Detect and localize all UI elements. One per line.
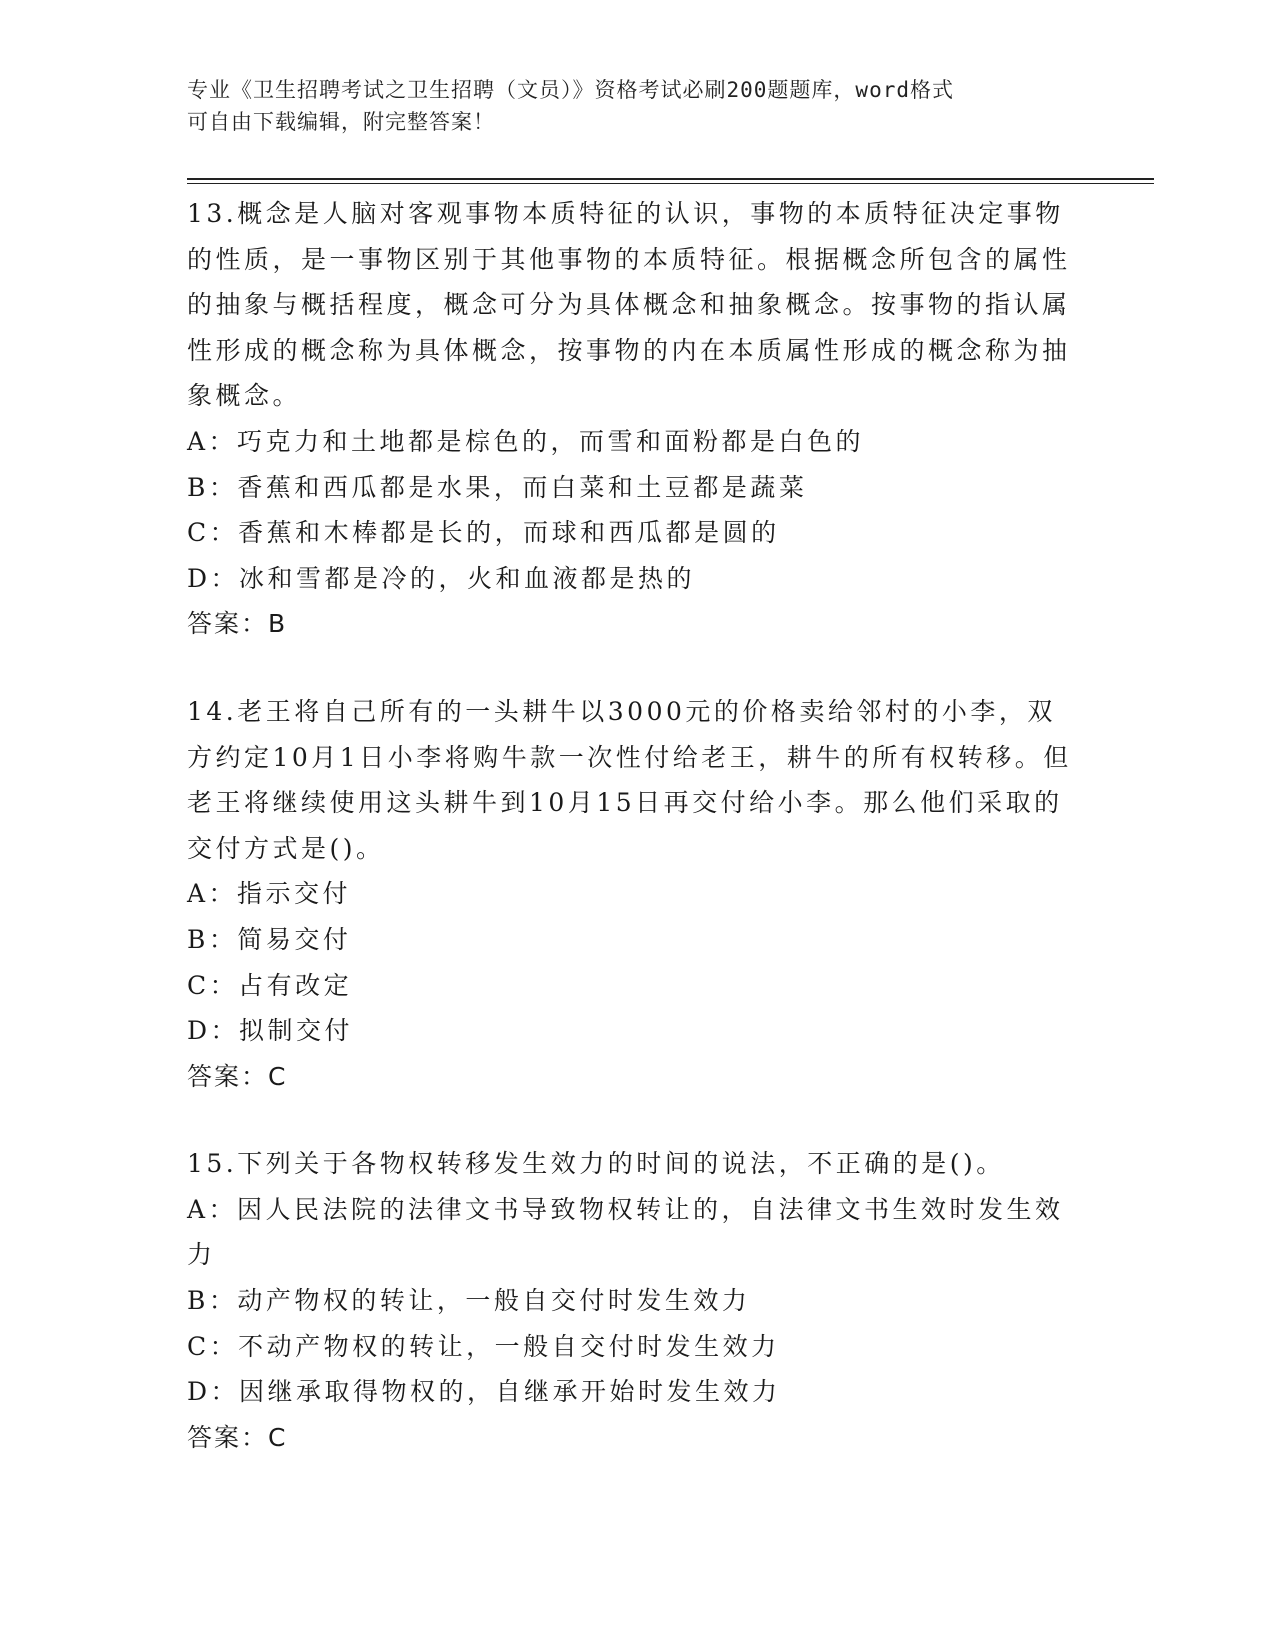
header-rule-thick bbox=[187, 178, 1154, 180]
option-d: D：因继承取得物权的，自继承开始时发生效力 bbox=[187, 1377, 781, 1407]
option-a: A：巧克力和土地都是棕色的，而雪和面粉都是白色的 bbox=[187, 426, 865, 456]
question-stem: 14.老王将自己所有的一头耕牛以3000元的价格卖给邻村的小李，双方约定10月1日小李将购牛款一次性付给老王，耕牛的所有权转移。但老王将继续使用这头耕牛到10月15日再交付给小李。那么他们采取的交付方式是()。 bbox=[187, 696, 1072, 863]
option-c: C：不动产物权的转让，一般自交付时发生效力 bbox=[187, 1331, 780, 1361]
option-b: B：动产物权的转让，一般自交付时发生效力 bbox=[187, 1286, 751, 1316]
option-c: C：香蕉和木棒都是长的，而球和西瓜都是圆的 bbox=[187, 518, 780, 548]
option-d: D：拟制交付 bbox=[187, 1016, 354, 1046]
question-stem: 15.下列关于各物权转移发生效力的时间的说法，不正确的是()。 bbox=[187, 1149, 1005, 1179]
option-b: B：简易交付 bbox=[187, 924, 352, 954]
header-line-2: 可自由下载编辑，附完整答案！ bbox=[187, 110, 495, 134]
option-b: B：香蕉和西瓜都是水果，而白菜和土豆都是蔬菜 bbox=[187, 472, 808, 502]
question-stem: 13.概念是人脑对客观事物本质特征的认识，事物的本质特征决定事物的性质，是一事物区别于其他事物的本质特征。根据概念所包含的属性的抽象与概括程度，概念可分为具体概念和抽象概念。按事物的指认属性形成的概念称为具体概念，按事物的内在本质属性形成的概念称为抽象概念。 bbox=[187, 199, 1071, 411]
option-a: A：因人民法院的法律文书导致物权转让的，自法律文书生效时发生效力 bbox=[187, 1194, 1064, 1270]
answer-line: 答案：C bbox=[187, 1061, 288, 1091]
header-rule-thin bbox=[187, 183, 1154, 184]
option-a: A：指示交付 bbox=[187, 879, 352, 909]
answer-line: 答案：B bbox=[187, 609, 288, 639]
question-13 bbox=[187, 191, 1077, 647]
option-c: C：占有改定 bbox=[187, 970, 353, 1000]
answer-line: 答案：C bbox=[187, 1422, 288, 1452]
document-header bbox=[187, 74, 1067, 138]
question-15 bbox=[187, 1141, 1077, 1460]
question-list bbox=[187, 191, 1077, 1460]
question-14 bbox=[187, 689, 1077, 1099]
header-line-1: 专业《卫生招聘考试之卫生招聘（文员）》资格考试必刷200题题库，word格式 bbox=[187, 78, 954, 102]
option-d: D：冰和雪都是冷的，火和血液都是热的 bbox=[187, 563, 696, 593]
